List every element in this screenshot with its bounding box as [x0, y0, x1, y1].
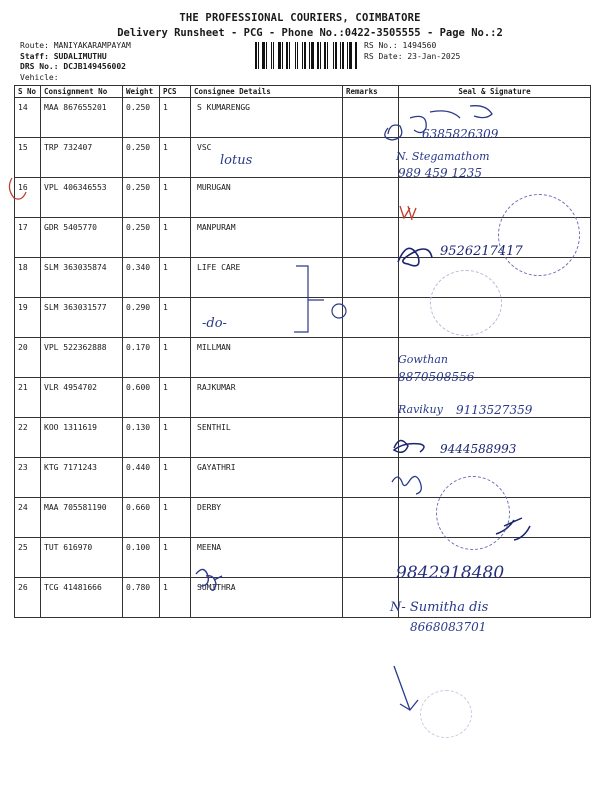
barcode-bar [291, 42, 294, 69]
cell-sno: 14 [15, 98, 41, 138]
cell-consignment: KOO 1311619 [41, 418, 123, 458]
rs-no-label: RS No.: [364, 41, 398, 50]
cell-remarks [343, 178, 399, 218]
table-header-row [15, 86, 591, 98]
cell-remarks [343, 418, 399, 458]
cell-consignment: TUT 616970 [41, 538, 123, 578]
table-row [15, 298, 591, 338]
table-row [15, 338, 591, 378]
cell-weight: 0.780 [123, 578, 160, 618]
barcode-bar [315, 42, 316, 69]
table-row [15, 138, 591, 178]
table-row [15, 178, 591, 218]
table-row [15, 458, 591, 498]
drs-line [20, 62, 131, 73]
barcode-bar [309, 42, 310, 69]
hw-r20-name: Gowthan [398, 353, 448, 366]
col-consignment: Consignment No [41, 86, 123, 98]
hw-r19-note: -do- [202, 316, 227, 331]
staff-line [20, 52, 131, 63]
col-weight: Weight [123, 86, 160, 98]
barcode-bar [347, 42, 348, 69]
cell-consignee: LIFE CARE [191, 258, 343, 298]
barcode-bar [289, 42, 290, 69]
barcode-bar [355, 42, 357, 69]
hw-r14-number: 6385826309 [422, 127, 499, 141]
cell-pcs: 1 [160, 538, 191, 578]
cell-sno: 26 [15, 578, 41, 618]
hw-r20-number: 8870508556 [398, 370, 475, 384]
hw-r22-number: 9444588993 [440, 442, 517, 456]
drs-value: DCJB149456002 [63, 62, 126, 71]
cell-remarks [343, 298, 399, 338]
meta-left [20, 41, 131, 83]
rs-date-line [364, 52, 460, 63]
cell-weight: 0.100 [123, 538, 160, 578]
cell-consignment: VPL 406346553 [41, 178, 123, 218]
cell-consignment: SLM 363035874 [41, 258, 123, 298]
cell-consignment: TRP 732407 [41, 138, 123, 178]
cell-sno: 24 [15, 498, 41, 538]
barcode-bar [262, 42, 265, 69]
cell-remarks [343, 138, 399, 178]
faint-stamp-bottom [420, 690, 472, 738]
cell-consignment: SLM 363031577 [41, 298, 123, 338]
col-signature: Seal & Signature [399, 86, 591, 98]
cell-signature [399, 178, 591, 218]
cell-consignee: VSC [191, 138, 343, 178]
barcode-bar [284, 42, 285, 69]
col-consignee: Consignee Details [191, 86, 343, 98]
staff-label: Staff: [20, 51, 49, 61]
cell-pcs: 1 [160, 458, 191, 498]
hw-r17-number: 9526217417 [440, 244, 523, 259]
cell-consignment: MAA 867655201 [41, 98, 123, 138]
cell-signature [399, 298, 591, 338]
col-pcs: PCS [160, 86, 191, 98]
barcode-bar [286, 42, 288, 69]
cell-pcs: 1 [160, 498, 191, 538]
cell-remarks [343, 218, 399, 258]
cell-consignee: S KUMARENGG [191, 98, 343, 138]
cell-signature [399, 258, 591, 298]
cell-weight: 0.130 [123, 418, 160, 458]
barcode-bar [304, 42, 306, 69]
cell-weight: 0.250 [123, 138, 160, 178]
cell-pcs: 1 [160, 258, 191, 298]
staff-value: SUDALIMUTHU [53, 51, 107, 61]
cell-pcs: 1 [160, 298, 191, 338]
table-row [15, 498, 591, 538]
cell-pcs: 1 [160, 138, 191, 178]
barcode-bar [282, 42, 283, 69]
hw-r26-name: N- Sumitha dis [390, 600, 489, 615]
cell-sno: 16 [15, 178, 41, 218]
barcode-bar [342, 42, 344, 69]
barcode-bar [340, 42, 341, 69]
cell-remarks [343, 538, 399, 578]
barcode-bar [320, 42, 321, 69]
table-row [15, 578, 591, 618]
table-row [15, 98, 591, 138]
cell-remarks [343, 338, 399, 378]
route-value: MANIYAKARAMPAYAM [53, 41, 131, 50]
cell-weight: 0.250 [123, 218, 160, 258]
runsheet-table [14, 85, 591, 618]
barcode-bar [333, 42, 334, 69]
barcode-bar [299, 42, 301, 69]
barcode-bar [317, 42, 319, 69]
cell-consignee: MEENA [191, 538, 343, 578]
barcode [255, 42, 359, 69]
table-row [15, 258, 591, 298]
cell-sno: 22 [15, 418, 41, 458]
cell-weight: 0.290 [123, 298, 160, 338]
hw-r25-number: 9842918480 [396, 563, 505, 583]
hw-r15-note: lotus [220, 153, 253, 168]
meta-right [364, 41, 460, 62]
cell-consignment: MAA 705581190 [41, 498, 123, 538]
route-label: Route: [20, 41, 49, 50]
barcode-bar [297, 42, 298, 69]
barcode-bar [271, 42, 272, 69]
cell-consignee: MILLMAN [191, 338, 343, 378]
route-line [20, 41, 131, 52]
cell-pcs: 1 [160, 578, 191, 618]
col-sno: S No [15, 86, 41, 98]
cell-weight: 0.660 [123, 498, 160, 538]
cell-sno: 23 [15, 458, 41, 498]
cell-consignee: MANPURAM [191, 218, 343, 258]
barcode-bar [349, 42, 352, 69]
cell-consignee: GAYATHRI [191, 458, 343, 498]
cell-pcs: 1 [160, 178, 191, 218]
cell-pcs: 1 [160, 418, 191, 458]
cell-consignment: KTG 7171243 [41, 458, 123, 498]
cell-pcs: 1 [160, 98, 191, 138]
barcode-bar [327, 42, 328, 69]
rs-no-line [364, 41, 460, 52]
cell-consignee: SUMITHRA [191, 578, 343, 618]
cell-sno: 21 [15, 378, 41, 418]
hw-r21-number: 9113527359 [456, 403, 533, 417]
cell-sno: 15 [15, 138, 41, 178]
vehicle-line [20, 73, 131, 84]
cell-consignee: DERBY [191, 498, 343, 538]
company-title: THE PROFESSIONAL COURIERS, COIMBATORE [179, 12, 421, 24]
cell-sno: 17 [15, 218, 41, 258]
barcode-bar [335, 42, 337, 69]
barcode-bar [278, 42, 281, 69]
cell-sno: 25 [15, 538, 41, 578]
cell-weight: 0.600 [123, 378, 160, 418]
barcode-bar [275, 42, 277, 69]
barcode-bar [338, 42, 339, 69]
cell-sno: 18 [15, 258, 41, 298]
barcode-bar [302, 42, 303, 69]
cell-weight: 0.440 [123, 458, 160, 498]
cell-consignee: MURUGAN [191, 178, 343, 218]
cell-weight: 0.340 [123, 258, 160, 298]
hw-r15-name: N. Stegamathom [396, 150, 490, 163]
barcode-bar [353, 42, 354, 69]
cell-consignment: TCG 41481666 [41, 578, 123, 618]
cell-consignment: VLR 4954702 [41, 378, 123, 418]
cell-remarks [343, 458, 399, 498]
cell-remarks [343, 98, 399, 138]
barcode-bar [295, 42, 296, 69]
cell-consignee: RAJKUMAR [191, 378, 343, 418]
cell-pcs: 1 [160, 338, 191, 378]
barcode-bar [324, 42, 326, 69]
vehicle-label: Vehicle: [20, 72, 59, 82]
rs-no-value: 1494560 [402, 41, 437, 50]
barcode-bar [255, 42, 257, 69]
cell-sno: 19 [15, 298, 41, 338]
barcode-bar [268, 42, 270, 69]
barcode-bar [273, 42, 274, 69]
cell-consignee: SENTHIL [191, 418, 343, 458]
cell-consignment: VPL 522362888 [41, 338, 123, 378]
cell-weight: 0.250 [123, 98, 160, 138]
barcode-bar [322, 42, 323, 69]
barcode-bar [311, 42, 314, 69]
drs-label: DRS No.: [20, 62, 59, 71]
cell-signature [399, 458, 591, 498]
hw-r26-number: 8668083701 [410, 620, 487, 634]
cell-consignment: GDR 5405770 [41, 218, 123, 258]
barcode-bar [307, 42, 308, 69]
cell-pcs: 1 [160, 218, 191, 258]
rs-date-value: 23-Jan-2025 [407, 51, 461, 61]
cell-remarks [343, 378, 399, 418]
hw-r21-name: Ravikuy [398, 403, 443, 416]
cell-signature [399, 498, 591, 538]
barcode-bar [345, 42, 346, 69]
col-remarks: Remarks [343, 86, 399, 98]
barcode-bar [329, 42, 332, 69]
barcode-bar [258, 42, 259, 69]
cell-remarks [343, 498, 399, 538]
barcode-bar [260, 42, 261, 69]
cell-pcs: 1 [160, 378, 191, 418]
hw-r15-number: 989 459 1235 [398, 166, 482, 180]
cell-weight: 0.250 [123, 178, 160, 218]
cell-weight: 0.170 [123, 338, 160, 378]
barcode-bar [266, 42, 267, 69]
runsheet-subtitle: Delivery Runsheet - PCG - Phone No.:0422-3505555 - Page No.:2 [117, 27, 503, 39]
cell-sno: 20 [15, 338, 41, 378]
cell-remarks [343, 258, 399, 298]
rs-date-label: RS Date: [364, 51, 403, 61]
